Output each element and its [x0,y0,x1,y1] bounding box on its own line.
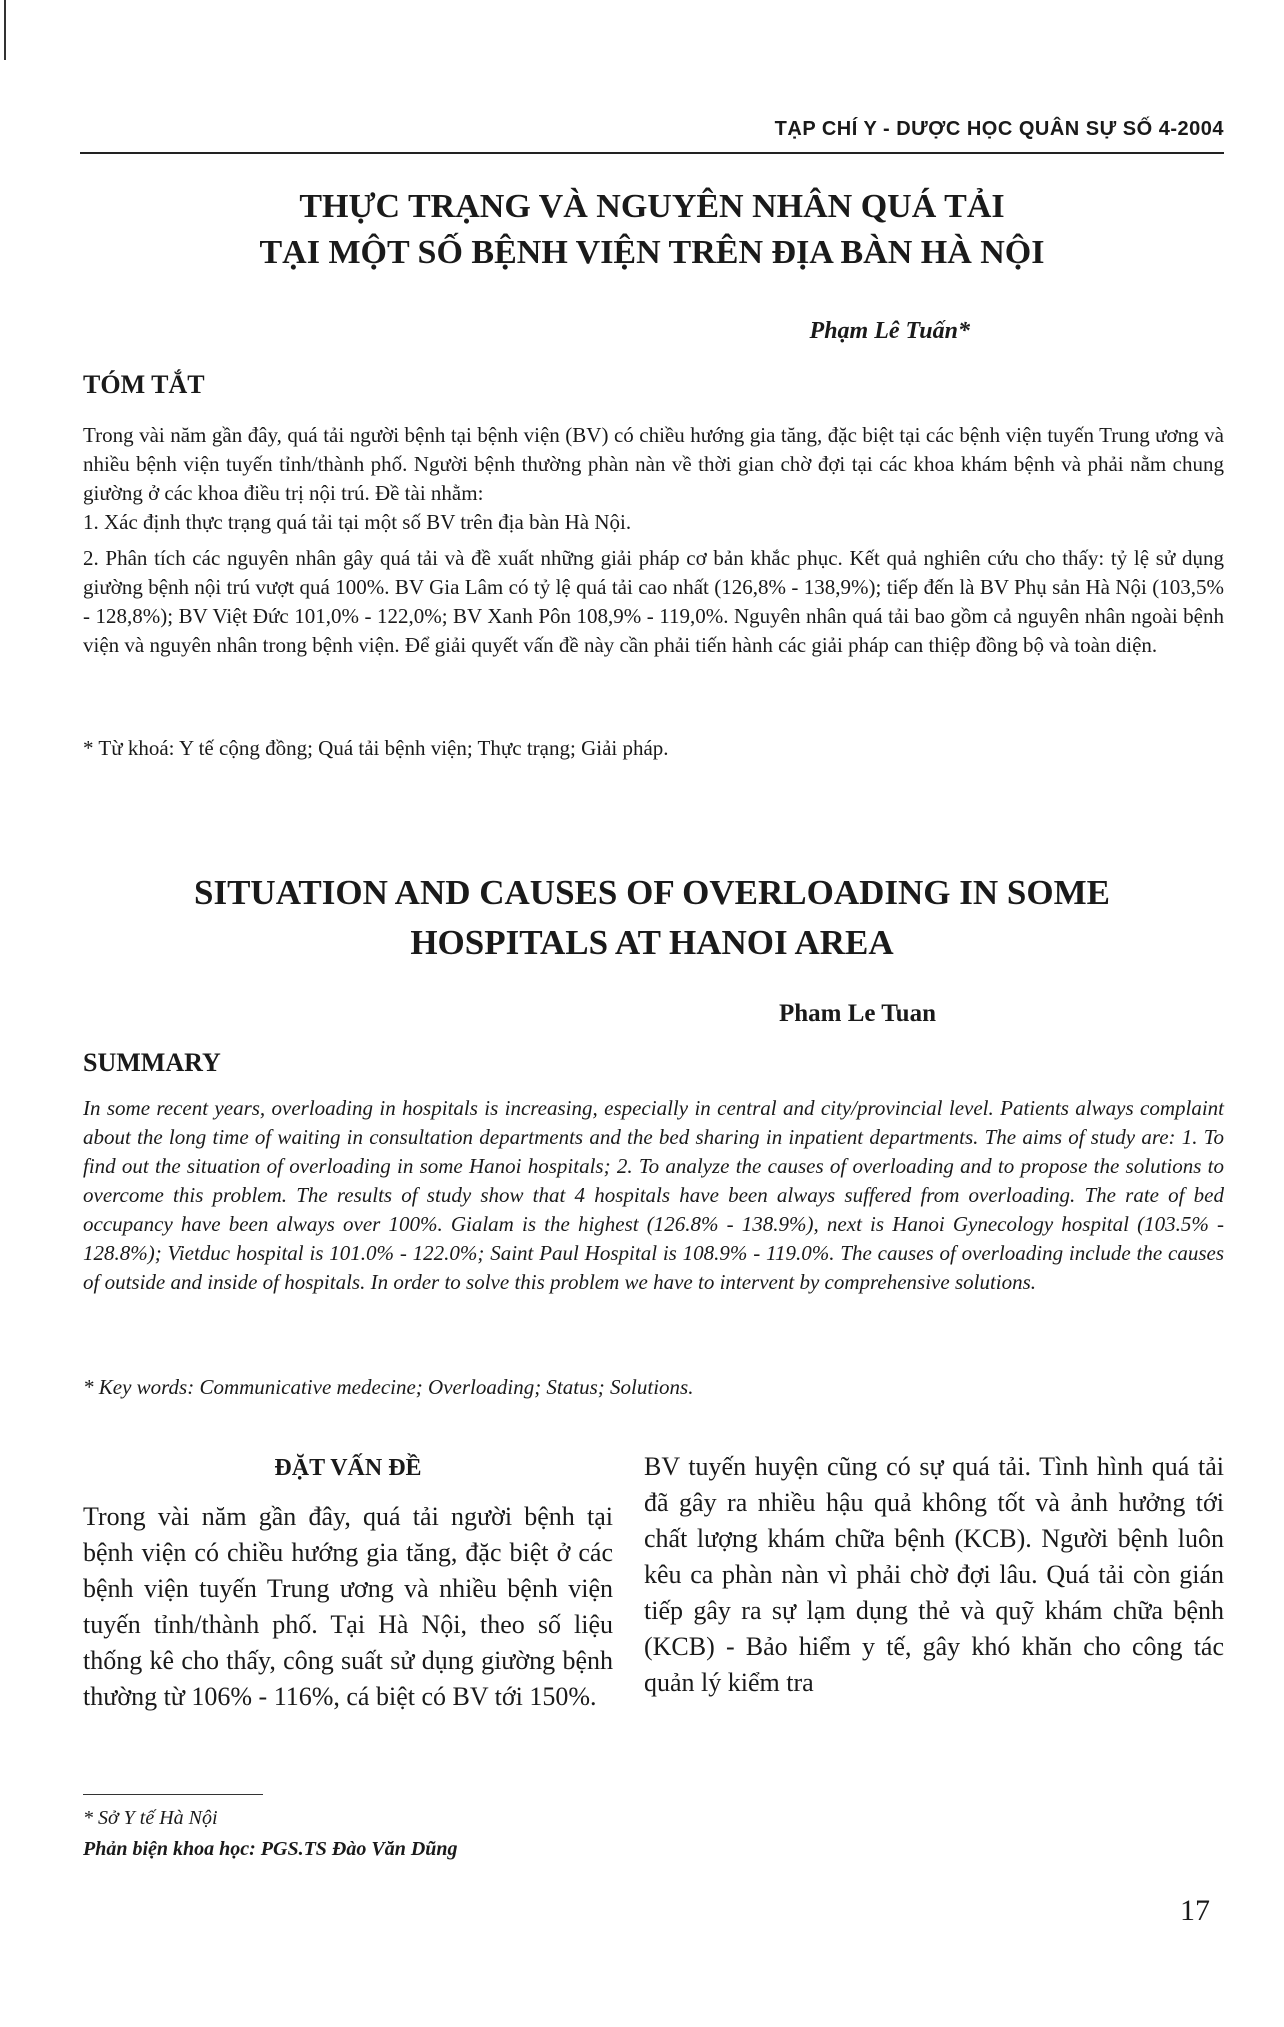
summary-keywords: * Key words: Communicative medecine; Overloading; Status; Solutions. [83,1375,694,1399]
abstract-paragraph-3: 2. Phân tích các nguyên nhân gây quá tải và đề xuất những giải pháp cơ bản khắc phục. Kết quả nghiên cứu cho thấy: tỷ lệ sử dụng giường bệnh nội trú vượt quá 100%. BV Gia Lâm có tỷ lệ quá tải cao nhất (126,8% - 138,9%); tiếp đến là BV Phụ sản Hà Nội (103,5% - 128,8%); BV Việt Đức 101,0% - 122,0%; BV Xanh Pôn 108,9% - 119,0%. Nguyên nhân quá tải bao gồm cả nguyên nhân ngoài bệnh viện và nguyên nhân trong bệnh viện. Để giải quyết vấn đề này cần phải tiến hành các giải pháp can thiệp đồng bộ và toàn diện. [83,546,1224,657]
header-rule [80,152,1224,154]
vietnamese-author: Phạm Lê Tuấn* [809,318,970,344]
english-title [80,868,1224,968]
footnote-rule [83,1794,263,1795]
vietnamese-title-line-1: THỰC TRẠNG VÀ NGUYÊN NHÂN QUÁ TẢI [299,188,1005,225]
english-title-line-1: SITUATION AND CAUSES OF OVERLOADING IN SOME [194,873,1110,912]
abstract-paragraph-1: Trong vài năm gần đây, quá tải người bệnh tại bệnh viện (BV) có chiều hướng gia tăng, đặc biệt tại các bệnh viện tuyến Trung ương và nhiều bệnh viện tuyến tỉnh/thành phố. Người bệnh thường phàn nàn về thời gian chờ đợi tại các khoa khám bệnh và phải nằm chung giường ở các khoa điều trị nội trú. Đề tài nhằm: [83,423,1224,505]
footnote-affiliation: * Sở Y tế Hà Nội [83,1807,218,1829]
page-number: 17 [1180,1894,1210,1927]
scan-margin-mark [4,0,6,60]
vietnamese-title [80,184,1224,276]
abstract-keywords: * Từ khoá: Y tế cộng đồng; Quá tải bệnh viện; Thực trạng; Giải pháp. [83,736,669,760]
body-left-column: Trong vài năm gần đây, quá tải người bệnh tại bệnh viện có chiều hướng gia tăng, đặc biệt ở các bệnh viện tuyến Trung ương và nhiều bệnh viện tuyến tỉnh/thành phố. Tại Hà Nội, theo số liệu thống kê cho thấy, công suất sử dụng giường bệnh thường từ 106% - 116%, cá biệt có BV tới 150%. [83,1502,613,1711]
english-author: Pham Le Tuan [778,1000,936,1027]
vietnamese-title-line-2: TẠI MỘT SỐ BỆNH VIỆN TRÊN ĐỊA BÀN HÀ NỘI [259,234,1045,271]
abstract-heading: TÓM TẮT [83,370,205,399]
summary-heading: SUMMARY [83,1048,221,1077]
body-right-column: BV tuyến huyện cũng có sự quá tải. Tình hình quá tải đã gây ra nhiều hậu quả không tốt và ảnh hưởng tới chất lượng khám chữa bệnh (KCB). Người bệnh luôn kêu ca phàn nàn vì phải chờ đợi lâu. Quá tải còn gián tiếp gây ra sự lạm dụng thẻ và quỹ khám chữa bệnh (KCB) - Bảo hiểm y tế, gây khó khăn cho công tác quản lý kiểm tra [644,1452,1224,1697]
footnote-reviewer: Phản biện khoa học: PGS.TS Đào Văn Dũng [83,1838,458,1860]
english-title-line-2: HOSPITALS AT HANOI AREA [410,923,894,962]
summary-paragraph: In some recent years, overloading in hospitals is increasing, especially in central and city/provincial level. Patients always complaint about the long time of waiting in consultation departments and the bed sharing in inpatient departments. The aims of study are: 1. To find out the situation of overloading in some Hanoi hospitals; 2. To analyze the causes of overloading and to propose the solutions to overcome this problem. The results of study show that 4 hospitals have been always suffered from overloading. The rate of bed occupancy have been always over 100%. Gialam is the highest (126.8% - 138.9%), next is Hanoi Gynecology hospital (103.5% - 128.8%); Vietduc hospital is 101.0% - 122.0%; Saint Paul Hospital is 108.9% - 119.0%. The causes of overloading include the causes of outside and inside of hospitals. In order to solve this problem we have to intervent by comprehensive solutions. [83,1096,1224,1294]
journal-header: TẠP CHÍ Y - DƯỢC HỌC QUÂN SỰ SỐ 4-2004 [774,118,1224,140]
abstract-paragraph-2: 1. Xác định thực trạng quá tải tại một số BV trên địa bàn Hà Nội. [83,510,632,534]
section-heading: ĐẶT VẤN ĐỀ [274,1455,422,1481]
